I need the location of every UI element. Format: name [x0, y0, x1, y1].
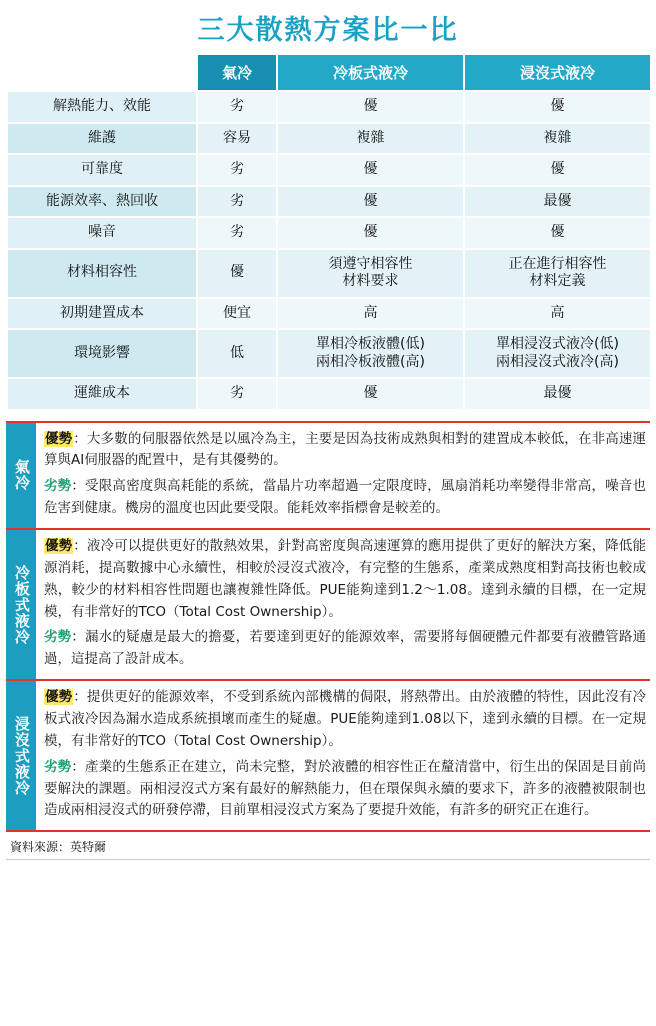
table-cell: 低 [197, 329, 277, 378]
note-paragraph [44, 536, 646, 623]
table-header-cold-plate: 冷板式液冷 [277, 54, 464, 91]
table-row [7, 329, 651, 378]
table-header-blank [7, 54, 197, 91]
advantage-tag: 優勢 [45, 689, 73, 706]
source-note: 資料來源：英特爾 [10, 840, 107, 855]
comparison-table-body [7, 91, 651, 410]
row-label: 材料相容性 [7, 249, 197, 298]
table-cell: 優 [277, 217, 464, 249]
table-cell: 優 [464, 217, 651, 249]
row-label: 能源效率、熱回收 [7, 186, 197, 218]
table-cell: 優 [464, 154, 651, 186]
table-cell: 劣 [197, 186, 277, 218]
table-cell: 便宜 [197, 298, 277, 330]
note-text: ：漏水的疑慮是最大的擔憂，若要達到更好的能源效率，需要將每個硬體元件都要有液體管路通過，這提高了設計成本。 [44, 629, 647, 668]
table-cell: 優 [277, 378, 464, 410]
note-text: ：大多數的伺服器依然是以風冷為主，主要是因為技術成熟與相對的建置成本較低，在非高速運算與AI伺服器的配置中，是有其優勢的。 [44, 430, 647, 469]
table-cell: 劣 [197, 378, 277, 410]
row-label: 運維成本 [7, 378, 197, 410]
table-row [7, 186, 651, 218]
row-label: 解熱能力、效能 [7, 91, 197, 123]
note-paragraph [44, 757, 646, 823]
row-label: 維護 [7, 123, 197, 155]
row-label: 環境影響 [7, 329, 197, 378]
notes-section [6, 421, 650, 833]
table-cell: 劣 [197, 217, 277, 249]
note-body [36, 530, 650, 679]
row-label: 初期建置成本 [7, 298, 197, 330]
table-cell: 最優 [464, 378, 651, 410]
advantage-tag: 優勢 [45, 430, 73, 447]
note-paragraph [44, 429, 646, 473]
table-cell: 優 [277, 186, 464, 218]
table-row [7, 91, 651, 123]
note-paragraph [44, 476, 646, 520]
note-block [6, 679, 650, 832]
table-header-immersion: 浸沒式液冷 [464, 54, 651, 91]
table-cell: 容易 [197, 123, 277, 155]
row-label: 可靠度 [7, 154, 197, 186]
table-row [7, 154, 651, 186]
note-text: ：液冷可以提供更好的散熱效果，針對高密度與高速運算的應用提供了更好的解決方案，降低能源消耗，提高數據中心永續性，相較於浸沒式液冷，有完整的生態系，產業成熟度相對高技術也較成熟，較少的材料相容性問題也讓複雜性降低。PUE能夠達到1.2～1.08。達到永續的目標，在一定規模，有非常好的TCO（Total Cost Ownership）。 [44, 537, 647, 620]
note-paragraph [44, 627, 646, 671]
table-header-air-cooling: 氣冷 [197, 54, 277, 91]
note-tab-label: 浸沒式液冷 [6, 681, 36, 830]
table-header-row [7, 54, 651, 91]
note-block [6, 528, 650, 679]
disadvantage-tag: 劣勢 [44, 629, 72, 646]
table-cell: 劣 [197, 154, 277, 186]
table-cell: 優 [277, 154, 464, 186]
comparison-table [6, 53, 652, 411]
table-row [7, 249, 651, 298]
table-row [7, 378, 651, 410]
note-tab-label: 冷板式液冷 [6, 530, 36, 679]
note-body [36, 423, 650, 528]
note-text: ：受限高密度與高耗能的系統，當晶片功率超過一定限度時，風扇消耗功率變得非常高，噪音也危害到健康。機房的溫度也因此要受限。能耗效率指標會是較差的。 [44, 478, 647, 517]
table-cell: 單相冷板液體(低) 兩相冷板液體(高) [277, 329, 464, 378]
table-cell: 最優 [464, 186, 651, 218]
table-cell: 劣 [197, 91, 277, 123]
table-row [7, 123, 651, 155]
advantage-tag: 優勢 [45, 537, 73, 554]
table-row [7, 298, 651, 330]
table-cell: 優 [277, 91, 464, 123]
table-cell: 正在進行相容性 材料定義 [464, 249, 651, 298]
note-text: ：產業的生態系正在建立，尚未完整，對於液體的相容性正在釐清當中，衍生出的保固是目前尚要解決的課題。兩相浸沒式方案有最好的解熱能力，但在環保與永續的要求下，許多的液體被限制也造成兩相浸沒式的研發停滯，目前單相浸沒式方案為了要提升效能，有許多的研究正在進行。 [44, 758, 647, 819]
table-cell: 高 [277, 298, 464, 330]
bottom-divider [6, 859, 650, 860]
note-paragraph [44, 687, 646, 753]
disadvantage-tag: 劣勢 [44, 478, 72, 495]
disadvantage-tag: 劣勢 [44, 758, 72, 775]
note-body [36, 681, 650, 830]
table-cell: 複雜 [277, 123, 464, 155]
table-cell: 複雜 [464, 123, 651, 155]
table-row [7, 217, 651, 249]
table-cell: 單相浸沒式液冷(低) 兩相浸沒式液冷(高) [464, 329, 651, 378]
table-cell: 優 [197, 249, 277, 298]
table-cell: 高 [464, 298, 651, 330]
table-cell: 須遵守相容性 材料要求 [277, 249, 464, 298]
table-cell: 優 [464, 91, 651, 123]
note-text: ：提供更好的能源效率，不受到系統內部機構的侷限，將熱帶出。由於液體的特性，因此沒有冷板式液冷因為漏水造成系統損壞而產生的疑慮。PUE能夠達到1.08以下，達到永續的目標。在一定規模，有非常好的TCO（Total Cost Ownership）。 [44, 689, 647, 749]
page-title: 三大散熱方案比一比 [197, 15, 459, 46]
note-block [6, 421, 650, 528]
row-label: 噪音 [7, 217, 197, 249]
note-tab-label: 氣冷 [6, 423, 36, 528]
